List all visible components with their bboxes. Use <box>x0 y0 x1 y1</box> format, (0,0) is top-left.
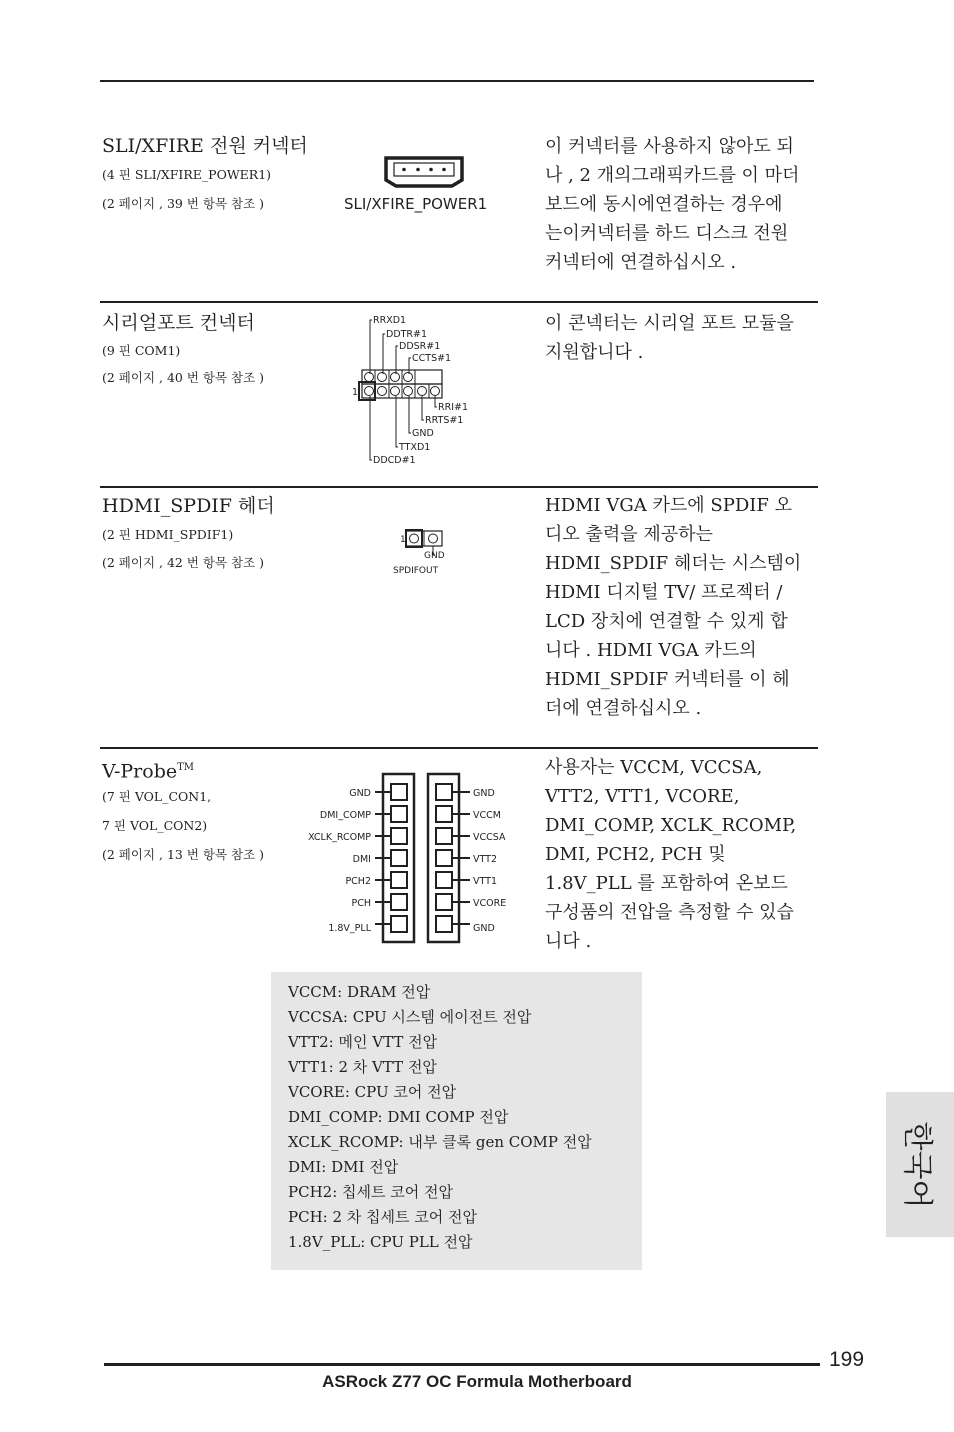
spdif-header-diagram <box>392 526 462 578</box>
vprobe-left-pin <box>391 850 407 866</box>
desc-line: 이 콘넥터는 시리얼 포트 모듈을 <box>545 313 794 334</box>
vprobe-right-label: VTT1 <box>473 876 497 887</box>
desc-line: 이 커넥터를 사용하지 않아도 되 <box>545 136 794 157</box>
desc-line: 디오 출력을 제공하는 <box>545 524 713 545</box>
desc-line: 커넥터에 연결하십시오 . <box>545 252 737 273</box>
section-rule <box>100 486 818 488</box>
desc-line: VTT2, VTT1, VCORE, <box>545 786 740 807</box>
spdif-gnd-label: GND <box>424 551 445 561</box>
desc-line: HDMI_SPDIF 커넥터를 이 헤 <box>545 669 790 690</box>
vprobe-left-label: PCH2 <box>345 876 371 887</box>
section-rule <box>100 747 818 749</box>
vprobe-right-pin <box>436 894 452 910</box>
vprobe-right-pin <box>436 872 452 888</box>
note-line: PCH: 2 차 칩세트 코어 전압 <box>288 1208 478 1226</box>
language-side-tab <box>886 1092 954 1237</box>
section-pins-vprobe: (7 핀 VOL_CON1, <box>102 789 212 804</box>
vprobe-title: V-Probe <box>102 760 178 783</box>
desc-line: 보드에 동시에연결하는 경우에 <box>545 194 783 215</box>
desc-line: HDMI VGA 카드에 SPDIF 오 <box>545 495 792 516</box>
com-pin-label: RRI#1 <box>438 402 469 413</box>
note-line: VCCM: DRAM 전압 <box>288 983 431 1001</box>
vprobe-right-pin <box>436 806 452 822</box>
desc-line: 더에 연결하십시오 . <box>545 698 702 719</box>
com-pin-label: DDSR#1 <box>399 341 441 352</box>
vprobe-left-label: PCH <box>351 898 371 909</box>
desc-line: 는이커넥터를 하드 디스크 전원 <box>545 223 789 244</box>
note-line: DMI: DMI 전압 <box>288 1158 399 1176</box>
top-rule <box>100 80 814 82</box>
vprobe-right-label: VCCM <box>473 810 501 821</box>
desc-line: 사용자는 VCCM, VCCSA, <box>545 757 763 778</box>
desc-line: LCD 장치에 연결할 수 있게 합 <box>545 611 788 632</box>
vprobe-left-label: DMI_COMP <box>319 810 371 821</box>
desc-line: 나 , 2 개의그래픽카드를 이 마더 <box>545 165 800 186</box>
vprobe-header-diagram <box>290 772 520 947</box>
sli-power-connector-diagram <box>380 152 470 192</box>
section-pins-sli: (4 핀 SLI/XFIRE_POWER1) <box>102 167 272 182</box>
language-tab-label: 한국어 <box>899 1121 935 1208</box>
vprobe-right-pin <box>436 784 452 800</box>
vprobe-right-label: GND <box>473 788 495 799</box>
note-line: VTT2: 메인 VTT 전압 <box>288 1033 438 1051</box>
com-pin-label: RRTS#1 <box>425 415 464 426</box>
note-line: XCLK_RCOMP: 내부 클록 gen COMP 전압 <box>288 1133 592 1151</box>
footer-model-name: ASRock Z77 OC Formula Motherboard <box>322 1372 632 1391</box>
com-pin-label: DDTR#1 <box>386 329 428 340</box>
note-line: VCORE: CPU 코어 전압 <box>288 1083 457 1101</box>
com-pin-label: GND <box>412 428 434 439</box>
section-ref-spdif: (2 페이지 , 42 번 항목 참조 ) <box>102 555 264 570</box>
spdif-pin-one: 1 <box>400 535 406 545</box>
vprobe-left-label: 1.8V_PLL <box>328 923 371 934</box>
section-ref-com: (2 페이지 , 40 번 항목 참조 ) <box>102 370 264 385</box>
vprobe-right-pin <box>436 916 452 932</box>
vprobe-right-label: VCORE <box>473 898 507 909</box>
desc-line: 1.8V_PLL 를 포함하여 온보드 <box>545 873 788 894</box>
desc-line: HDMI 디지털 TV/ 프로젝터 / <box>545 582 783 603</box>
desc-line: HDMI_SPDIF 헤더는 시스템이 <box>545 553 802 574</box>
vprobe-left-label: DMI <box>352 854 371 865</box>
com-pin-label: TTXD1 <box>399 442 431 453</box>
vprobe-right-label: GND <box>473 923 495 934</box>
vprobe-left-pin <box>391 916 407 932</box>
com-pin-label: DDCD#1 <box>373 455 416 466</box>
vprobe-right-label: VCCSA <box>473 832 506 843</box>
note-line: DMI_COMP: DMI COMP 전압 <box>288 1108 509 1126</box>
section-ref-sli: (2 페이지 , 39 번 항목 참조 ) <box>102 196 264 211</box>
voltage-notes-box <box>271 972 642 1270</box>
section-title-spdif: HDMI_SPDIF 헤더 <box>102 495 275 517</box>
footer-rule <box>104 1363 820 1366</box>
com-pin-one: 1 <box>352 387 359 398</box>
vprobe-right-label: VTT2 <box>473 854 497 865</box>
section-rule <box>100 301 818 303</box>
vprobe-left-pin <box>391 894 407 910</box>
note-line: VCCSA: CPU 시스템 에이전트 전압 <box>288 1008 532 1026</box>
note-line: VTT1: 2 차 VTT 전압 <box>288 1058 437 1076</box>
trademark-sup: TM <box>177 762 195 773</box>
desc-line: 지원합니다 . <box>545 342 644 363</box>
desc-line: DMI, PCH2, PCH 및 <box>545 844 726 865</box>
section-pins2-vprobe: 7 핀 VOL_CON2) <box>102 818 208 833</box>
section-title-com: 시리얼포트 컨넥터 <box>102 312 255 334</box>
section-title-sli: SLI/XFIRE 전원 커넥터 <box>102 135 308 157</box>
section-desc-spdif <box>545 491 801 723</box>
vprobe-left-pin <box>391 828 407 844</box>
page-number: 199 <box>829 1348 865 1371</box>
note-line: PCH2: 칩세트 코어 전압 <box>288 1183 453 1201</box>
vprobe-left-pin <box>391 872 407 888</box>
desc-line: 구성품의 전압을 측정할 수 있습 <box>545 902 794 923</box>
vprobe-left-label: GND <box>349 788 371 799</box>
vprobe-left-pin <box>391 806 407 822</box>
vprobe-right-pin <box>436 850 452 866</box>
section-desc-vprobe <box>545 753 796 956</box>
sli-power-label: SLI/XFIRE_POWER1 <box>344 195 488 213</box>
desc-line: DMI_COMP, XCLK_RCOMP, <box>545 815 797 836</box>
desc-line: 니다 . <box>545 931 592 952</box>
section-ref-vprobe: (2 페이지 , 13 번 항목 참조 ) <box>102 847 264 862</box>
section-desc-sli <box>545 132 799 277</box>
vprobe-right-pin <box>436 828 452 844</box>
section-pins-com: (9 핀 COM1) <box>102 343 181 358</box>
spdif-label: SPDIFOUT <box>393 566 439 576</box>
com-pin-label: CCTS#1 <box>412 353 452 364</box>
desc-line: 니다 . HDMI VGA 카드의 <box>545 640 757 661</box>
com-pin-label: RRXD1 <box>373 315 407 326</box>
note-line: 1.8V_PLL: CPU PLL 전압 <box>288 1233 473 1251</box>
com-port-diagram <box>345 312 485 472</box>
section-pins-spdif: (2 핀 HDMI_SPDIF1) <box>102 527 234 542</box>
vprobe-left-pin <box>391 784 407 800</box>
section-desc-com <box>545 309 794 367</box>
vprobe-left-label: XCLK_RCOMP <box>308 832 371 843</box>
section-title-vprobe <box>102 756 194 783</box>
